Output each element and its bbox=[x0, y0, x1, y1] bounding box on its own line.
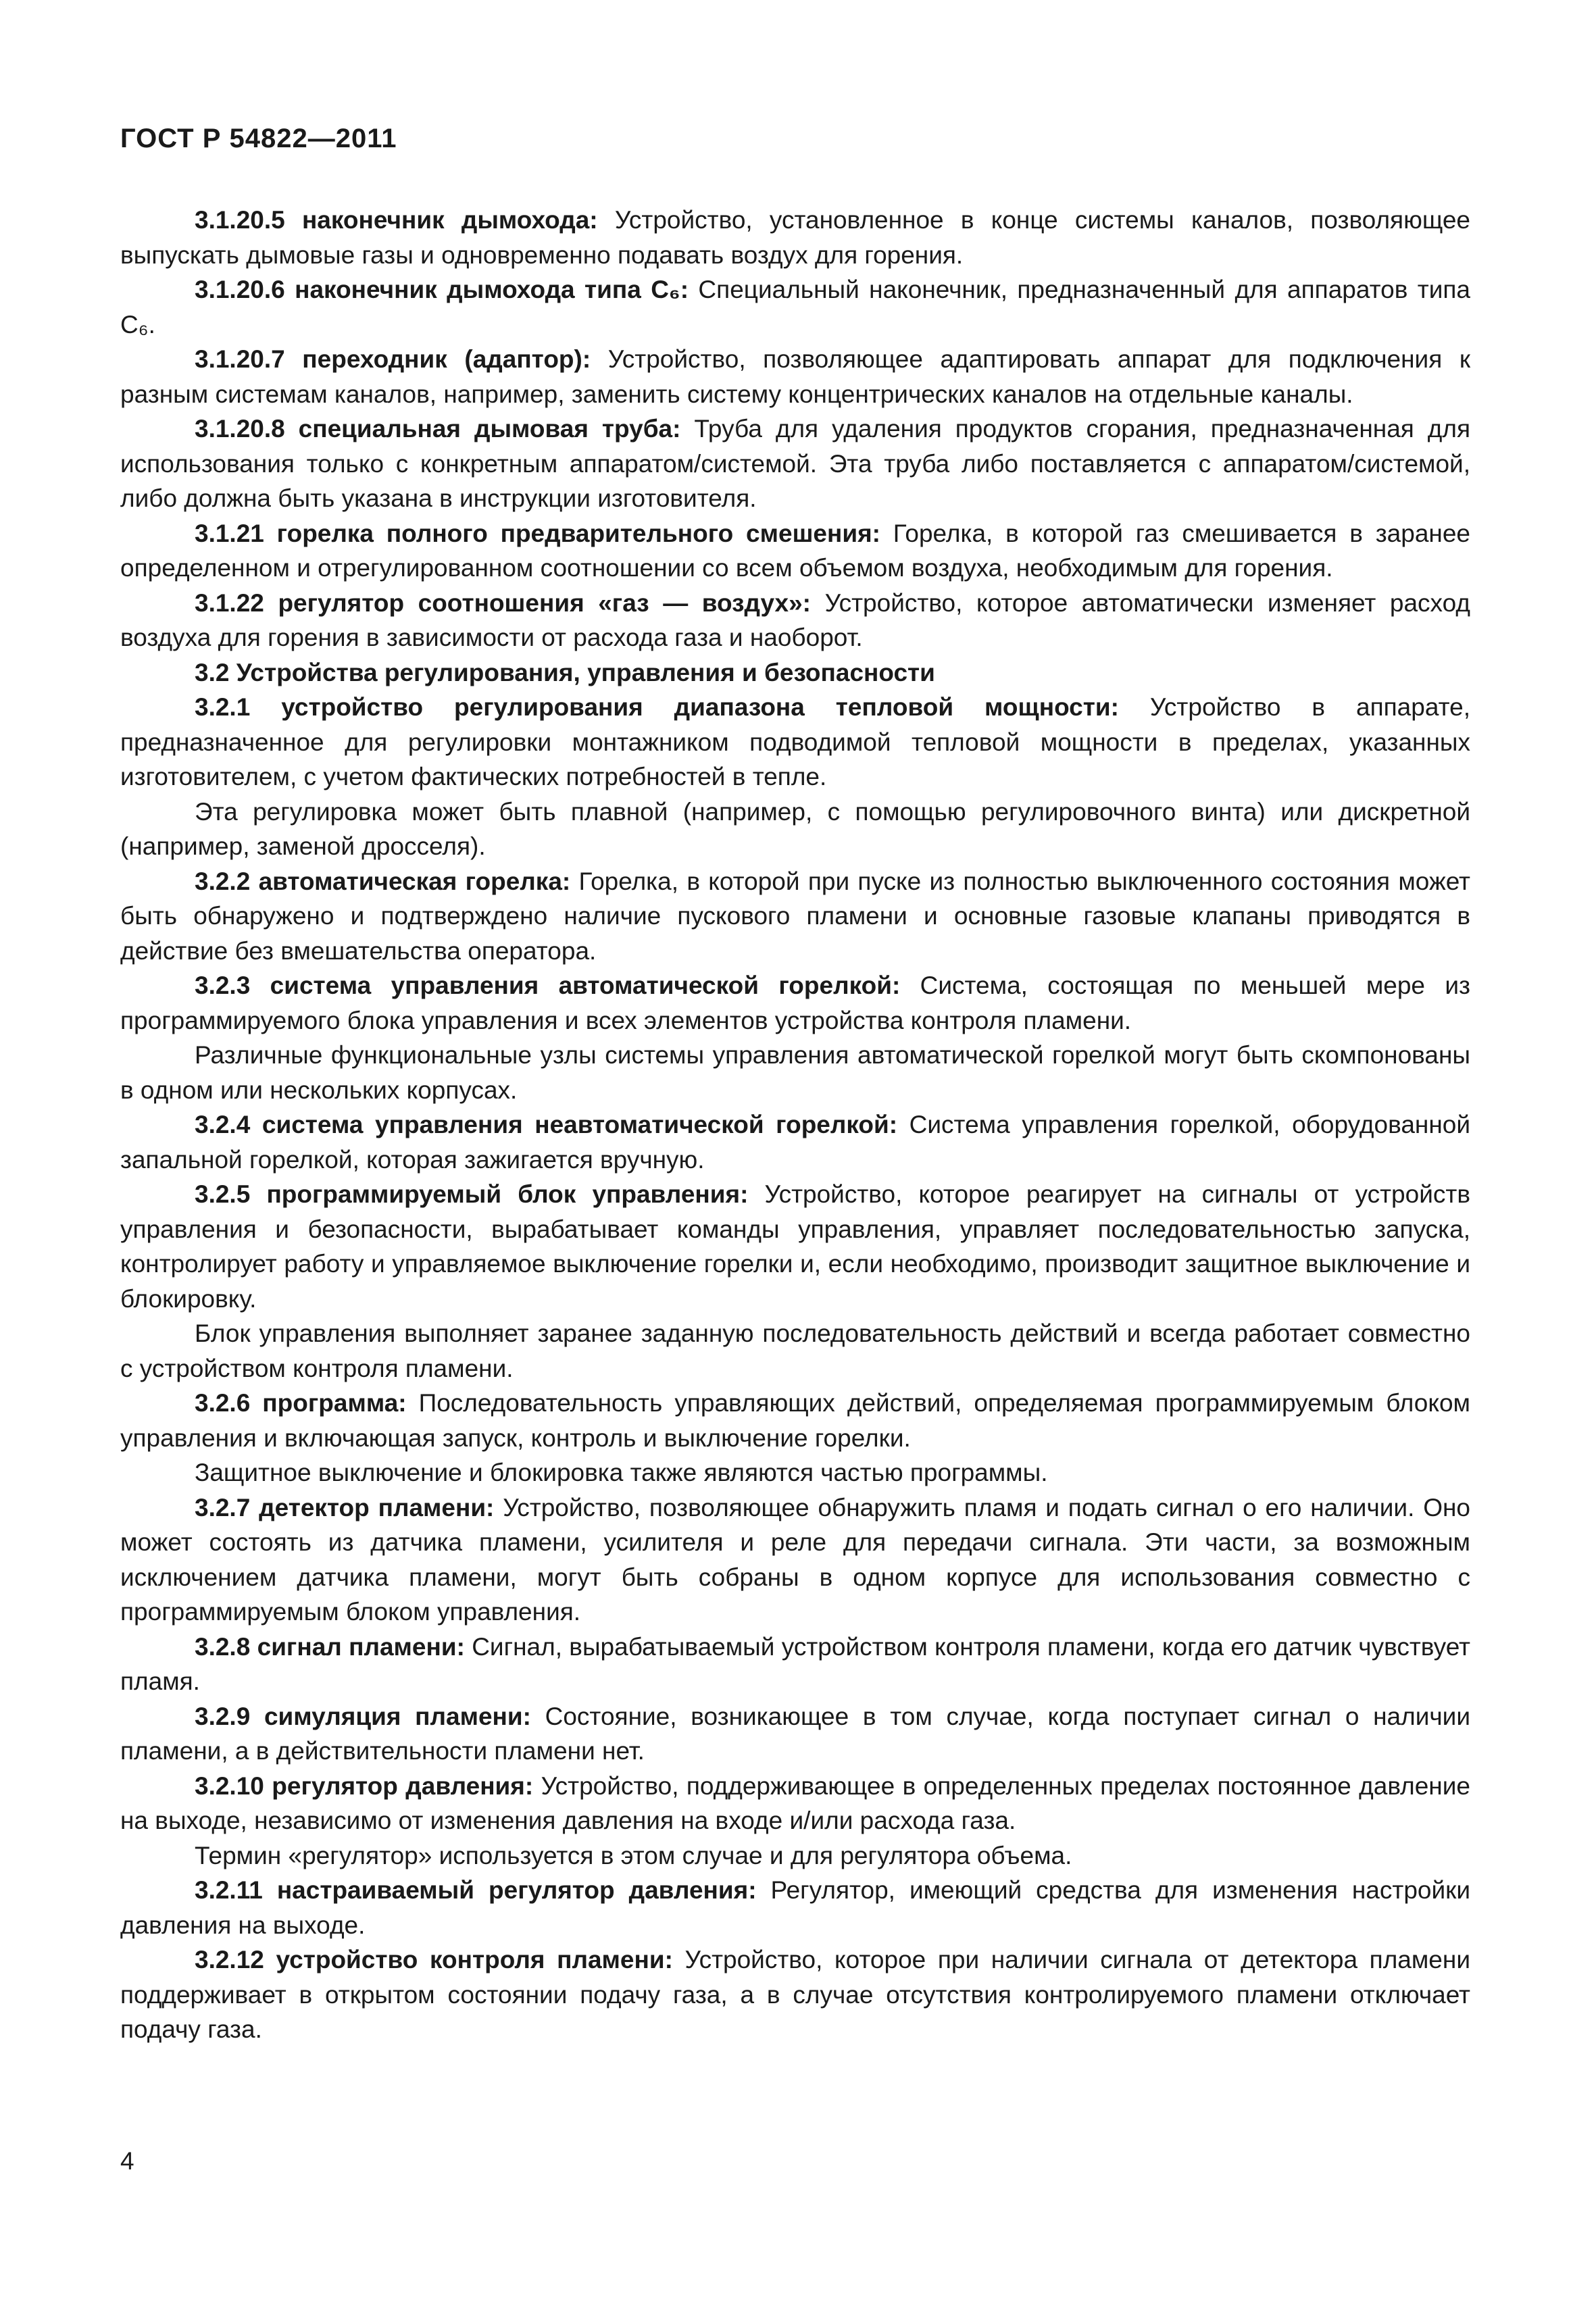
definition: Устройство, которое при наличии сигнала от детектора пламени поддерживает в открытом состоянии подачу газа, а в случае отсутствия контролируемого пламени отключает подачу газа. bbox=[120, 1946, 1470, 2043]
definition: Устройство, позволяющее адаптировать аппарат для подключения к разным системам каналов, например, заменить систему концентрических каналов на отдельные каналы. bbox=[120, 345, 1471, 408]
note-text: Термин «регулятор» используется в этом случае и для регулятора объема. bbox=[195, 1841, 1072, 1869]
definition: Горелка, в которой газ смешивается в заранее определенном и отрегулированном соотношении со всем объемом воздуха, необходимым для горения. bbox=[120, 519, 1470, 582]
paragraph bbox=[120, 1769, 1470, 1838]
term: 3.2.12 устройство контроля пламени: bbox=[195, 1946, 673, 1973]
paragraph bbox=[120, 1177, 1470, 1316]
definition: Горелка, в которой при пуске из полностью выключенного состояния может быть обнаружено и подтверждено наличие пускового пламени и основные газовые клапаны приводятся в действие без вмешательства оператора. bbox=[120, 867, 1470, 965]
paragraph bbox=[120, 1107, 1470, 1177]
paragraph bbox=[120, 795, 1470, 864]
document-body bbox=[120, 203, 1470, 2047]
term: 3.2.4 система управления неавтоматической горелкой: bbox=[195, 1111, 898, 1138]
definition: Регулятор, имеющий средства для изменения настройки давления на выходе. bbox=[120, 1876, 1470, 1939]
definition: Специальный наконечник, предназначенный для аппаратов типа С₆. bbox=[120, 276, 1470, 338]
paragraph bbox=[120, 516, 1470, 586]
note-text: Эта регулировка может быть плавной (например, с помощью регулировочного винта) или дискретной (например, заменой дросселя). bbox=[120, 797, 1470, 860]
term: 3.2.3 система управления автоматической горелкой: bbox=[195, 972, 901, 999]
paragraph bbox=[120, 864, 1470, 969]
definition: Устройство, поддерживающее в определенных пределах постоянное давление на выходе, независимо от изменения давления на входе и/или расхода газа. bbox=[120, 1771, 1470, 1834]
definition: Состояние, возникающее в том случае, когда поступает сигнал о наличии пламени, а в действительности пламени нет. bbox=[120, 1702, 1470, 1765]
paragraph bbox=[120, 968, 1470, 1038]
term: 3.1.20.5 наконечник дымохода: bbox=[195, 206, 598, 234]
definition: Система управления горелкой, оборудованной запальной горелкой, которая зажигается вручную. bbox=[120, 1111, 1471, 1174]
term: 3.2.5 программируемый блок управления: bbox=[195, 1180, 749, 1208]
paragraph bbox=[120, 1942, 1470, 2047]
definition: Устройство, позволяющее обнаружить пламя и подать сигнал о его наличии. Оно может состоять из датчика пламени, усилителя и реле для передачи сигнала. Эти части, за возможным исключением датчика пламени, могут быть собраны в одном корпусе для использования совместно с программируемым блоком управления. bbox=[120, 1493, 1470, 1626]
definition: Устройство в аппарате, предназначенное для регулировки монтажником подводимой тепловой мощности в пределах, указанных изготовителем, с учетом фактических потребностей в тепле. bbox=[120, 693, 1470, 790]
paragraph bbox=[120, 1630, 1470, 1699]
term: 3.2.9 симуляция пламени: bbox=[195, 1702, 531, 1730]
definition: Сигнал, вырабатываемый устройством контроля пламени, когда его датчик чувствует пламя. bbox=[120, 1632, 1470, 1695]
term: 3.2.6 программа: bbox=[195, 1389, 407, 1417]
paragraph bbox=[120, 1490, 1470, 1630]
definition: Устройство, установленное в конце системы каналов, позволяющее выпускать дымовые газы и одновременно подавать воздух для горения. bbox=[120, 206, 1471, 269]
paragraph bbox=[120, 1838, 1470, 1873]
note-text: Блок управления выполняет заранее заданную последовательность действий и всегда работает совместно с устройством контроля пламени. bbox=[120, 1319, 1470, 1382]
section-heading-text: 3.2 Устройства регулирования, управления и безопасности bbox=[195, 658, 935, 686]
term: 3.1.20.8 специальная дымовая труба: bbox=[195, 415, 681, 443]
paragraph bbox=[120, 1699, 1470, 1769]
term: 3.2.2 автоматическая горелка: bbox=[195, 867, 571, 895]
term: 3.2.11 настраиваемый регулятор давления: bbox=[195, 1876, 757, 1904]
paragraph bbox=[120, 342, 1470, 411]
term: 3.1.20.7 переходник (адаптор): bbox=[195, 345, 591, 373]
paragraph bbox=[120, 1873, 1470, 1942]
paragraph bbox=[120, 411, 1470, 516]
paragraph bbox=[120, 690, 1470, 795]
page-number: 4 bbox=[120, 2147, 134, 2175]
note-text: Защитное выключение и блокировка также являются частью программы. bbox=[195, 1459, 1048, 1486]
paragraph bbox=[120, 272, 1470, 342]
term: 3.1.22 регулятор соотношения «газ — воздух»: bbox=[195, 588, 811, 617]
paragraph bbox=[120, 203, 1470, 272]
term: 3.2.8 сигнал пламени: bbox=[195, 1632, 465, 1661]
term: 3.1.20.6 наконечник дымохода типа С₆: bbox=[195, 276, 689, 303]
paragraph bbox=[120, 1386, 1470, 1455]
paragraph bbox=[120, 586, 1470, 655]
definition: Последовательность управляющих действий, определяемая программируемым блоком управления и включающая запуск, контроль и выключение горелки. bbox=[120, 1389, 1470, 1452]
note-text: Различные функциональные узлы системы управления автоматической горелкой могут быть скомпонованы в одном или нескольких корпусах. bbox=[120, 1041, 1470, 1104]
paragraph bbox=[120, 1316, 1470, 1386]
definition: Устройство, которое автоматически изменяет расход воздуха для горения в зависимости от расхода газа и наоборот. bbox=[120, 588, 1470, 651]
paragraph bbox=[120, 1038, 1470, 1107]
term: 3.2.10 регулятор давления: bbox=[195, 1771, 534, 1800]
term: 3.1.21 горелка полного предварительного смешения: bbox=[195, 519, 880, 547]
definition: Система, состоящая по меньшей мере из программируемого блока управления и всех элементов устройства контроля пламени. bbox=[120, 972, 1470, 1034]
term: 3.2.1 устройство регулирования диапазона тепловой мощности: bbox=[195, 693, 1119, 721]
term: 3.2.7 детектор пламени: bbox=[195, 1493, 495, 1521]
document-header: ГОСТ Р 54822—2011 bbox=[120, 124, 397, 153]
definition: Устройство, которое реагирует на сигналы от устройств управления и безопасности, вырабатывает команды управления, управляет последовательностью запуска, контролирует работу и управляемое выключение горелки и, если необходимо, производит защитное выключение и блокировку. bbox=[120, 1180, 1470, 1313]
section-heading bbox=[120, 655, 1470, 690]
paragraph bbox=[120, 1455, 1470, 1490]
definition: Труба для удаления продуктов сгорания, предназначенная для использования только с конкретным аппаратом/системой. Эта труба либо поставляется с аппаратом/системой, либо должна быть указана в инструкции изготовителя. bbox=[120, 415, 1470, 512]
